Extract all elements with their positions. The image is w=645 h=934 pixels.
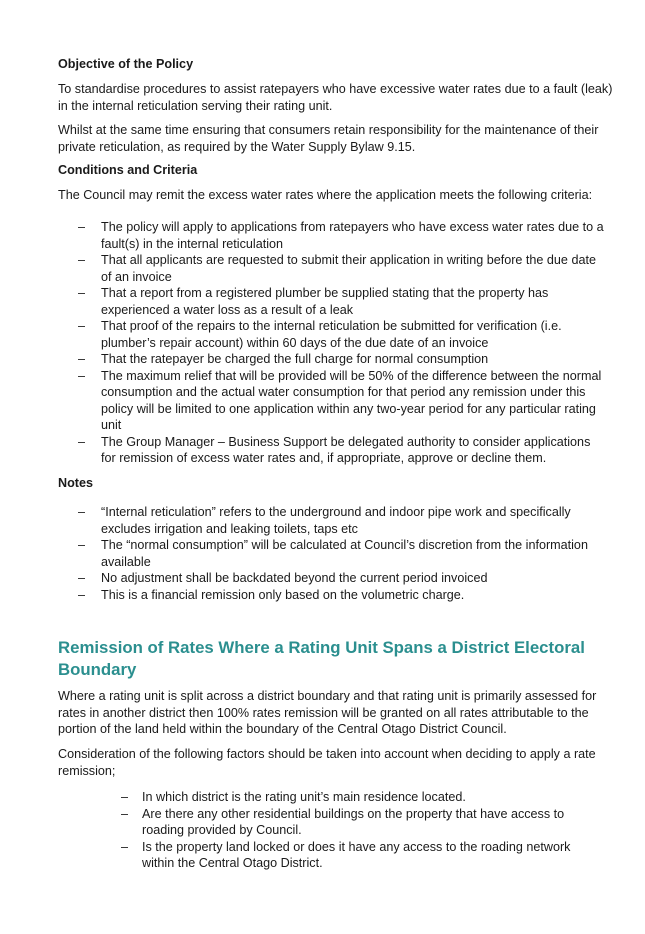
remission-paragraph-1: Where a rating unit is split across a district boundary and that rating unit is primarily assessed for rates in another district then 100% rates remission will be granted on all rates attributable to the portion of the land held within the boundary of the Central Otago District Council. <box>58 689 597 736</box>
dash-bullet: – <box>78 319 86 333</box>
dash-bullet: – <box>78 434 86 449</box>
dash-bullet: – <box>121 839 129 854</box>
factors-list <box>121 789 601 872</box>
objective-paragraph-1: To standardise procedures to assist ratepayers who have excessive water rates due to a fault (leak) in the internal reticulation serving their rating unit. <box>58 82 613 113</box>
list-item: – No adjustment shall be backdated beyond the current period invoiced <box>78 571 488 585</box>
dash-bullet: – <box>78 286 86 300</box>
criteria-list <box>78 219 608 467</box>
objective-heading: Objective of the Policy <box>58 57 194 71</box>
objective-paragraph-2: Whilst at the same time ensuring that consumers retain responsibility for the maintenance of their private reticulation, as required by the Water Supply Bylaw 9.15. <box>58 123 599 154</box>
list-item: – The maximum relief that will be provided will be 50% of the difference between the normal consumption and the actual water consumption for that period any remission under this policy will be limited to one application within any two-year period for any particular rating unit <box>78 368 602 432</box>
remission-section-heading: Remission of Rates Where a Rating Unit Spans a District Electoral Boundary <box>58 638 585 679</box>
dash-bullet: – <box>78 253 86 267</box>
list-item: – The policy will apply to applications from ratepayers who have excess water rates due to a fault(s) in the internal reticulation <box>78 220 604 251</box>
notes-heading: Notes <box>58 476 93 490</box>
list-item: – That a report from a registered plumber be supplied stating that the property has experienced a water loss as a result of a leak <box>78 286 549 317</box>
list-item: – That all applicants are requested to submit their application in writing before the due date of an invoice <box>78 253 596 284</box>
dash-bullet: – <box>121 790 129 804</box>
dash-bullet: – <box>78 368 86 383</box>
dash-bullet: – <box>78 587 86 602</box>
dash-bullet: – <box>121 806 129 821</box>
remission-paragraph-2: Consideration of the following factors should be taken into account when deciding to apply a rate remission; <box>58 747 596 778</box>
conditions-heading: Conditions and Criteria <box>58 163 198 177</box>
dash-bullet: – <box>78 571 86 585</box>
conditions-intro: The Council may remit the excess water rates where the application meets the following criteria: <box>58 188 593 202</box>
dash-bullet: – <box>78 505 86 519</box>
notes-list <box>78 504 608 603</box>
list-item: – “Internal reticulation” refers to the underground and indoor pipe work and specifically excludes irrigation and leaking toilets, taps etc <box>78 505 571 536</box>
list-item: – In which district is the rating unit’s main residence located. <box>121 790 466 804</box>
dash-bullet: – <box>78 220 86 234</box>
list-item: – This is a financial remission only based on the volumetric charge. <box>78 587 465 602</box>
list-item: – Are there any other residential buildings on the property that have access to roading provided by Council. <box>121 806 565 837</box>
list-item: – The Group Manager – Business Support be delegated authority to consider applications for remission of excess water rates and, if appropriate, approve or decline them. <box>78 434 591 465</box>
list-item: – That proof of the repairs to the internal reticulation be submitted for verification (i.e. plumber’s repair account) within 60 days of the due date of an invoice <box>78 319 562 350</box>
list-item: – Is the property land locked or does it have any access to the roading network within the Central Otago District. <box>121 839 571 870</box>
dash-bullet: – <box>78 538 86 552</box>
list-item: – The “normal consumption” will be calculated at Council’s discretion from the information available <box>78 538 588 569</box>
dash-bullet: – <box>78 352 86 366</box>
list-item: – That the ratepayer be charged the full charge for normal consumption <box>78 352 489 366</box>
